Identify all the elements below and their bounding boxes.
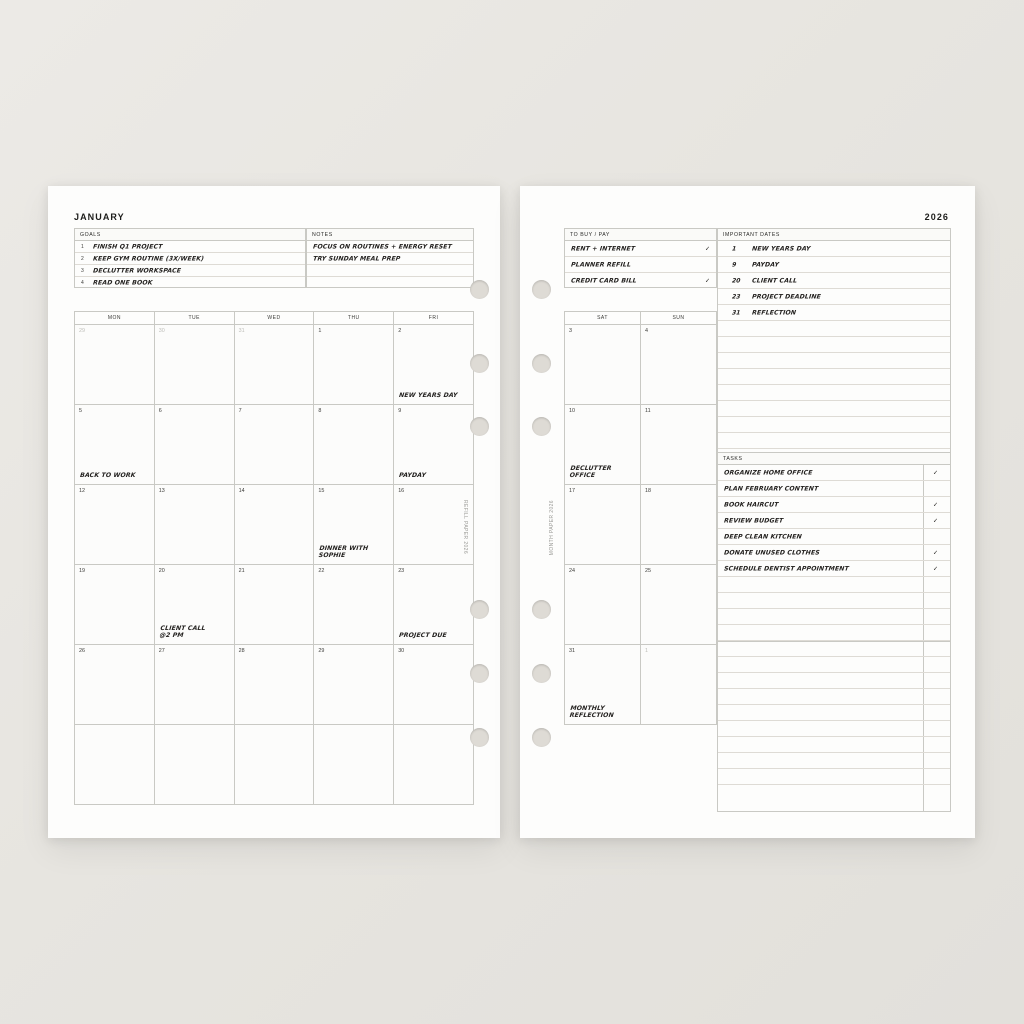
- ring-hole: [532, 728, 551, 747]
- day-number: 10: [569, 408, 575, 414]
- calendar-day-cell[interactable]: [394, 565, 474, 645]
- calendar-day-cell[interactable]: [155, 645, 235, 725]
- day-number: 4: [645, 328, 648, 334]
- day-number: 11: [645, 408, 651, 414]
- note-text: FOCUS ON ROUTINES + ENERGY RESET: [312, 242, 453, 250]
- planner-page-right: [520, 186, 975, 838]
- calendar-day-cell[interactable]: [75, 405, 155, 485]
- calendar-day-cell[interactable]: [565, 565, 641, 645]
- ring-hole: [470, 600, 489, 619]
- goals-box: [74, 228, 306, 288]
- day-number: 28: [238, 648, 245, 654]
- important-date-row[interactable]: [718, 305, 950, 321]
- task-row-blank[interactable]: [718, 673, 950, 689]
- weekend-header: [565, 312, 717, 325]
- calendar-day-cell[interactable]: [235, 485, 315, 565]
- to-buy-pay-box: [564, 228, 717, 288]
- goal-text: DECLUTTER WORKSPACE: [92, 266, 182, 274]
- day-number: 9: [398, 408, 402, 414]
- goal-row[interactable]: [75, 265, 305, 277]
- day-number: 20: [158, 568, 165, 574]
- important-date-row-blank[interactable]: [718, 353, 950, 369]
- task-row-blank[interactable]: [718, 657, 950, 673]
- task-text: ORGANIZE HOME OFFICE: [723, 468, 813, 476]
- goals-header: GOALS: [75, 229, 305, 241]
- important-date-row[interactable]: [718, 257, 950, 273]
- calendar-day-cell[interactable]: [314, 565, 394, 645]
- day-number: 31: [238, 328, 245, 334]
- goal-row[interactable]: [75, 277, 305, 289]
- day-note: PAYDAY: [398, 471, 427, 479]
- task-row[interactable]: [718, 481, 950, 497]
- weekend-week-row: [565, 325, 717, 405]
- important-date-row-blank[interactable]: [718, 321, 950, 337]
- task-text: DEEP CLEAN KITCHEN: [723, 532, 803, 540]
- calendar-day-cell[interactable]: [565, 645, 641, 725]
- note-row[interactable]: [307, 265, 473, 277]
- calendar-week-row: [75, 325, 474, 405]
- calendar-day-cell[interactable]: [394, 645, 474, 725]
- task-row-blank[interactable]: [718, 593, 950, 609]
- left-page-spine-label: REFILL PAPER 2026: [462, 500, 468, 555]
- day-number: 29: [79, 328, 85, 334]
- calendar-day-cell[interactable]: [75, 645, 155, 725]
- weekday-thu: THU: [314, 312, 394, 325]
- page-title-month: JANUARY: [74, 212, 125, 222]
- calendar-day-cell[interactable]: [565, 485, 641, 565]
- task-row-blank[interactable]: [718, 753, 950, 769]
- note-row[interactable]: [307, 253, 473, 265]
- day-number: 12: [79, 488, 85, 494]
- weekend-calendar: [564, 311, 717, 725]
- calendar-day-cell[interactable]: [235, 565, 315, 645]
- day-number: 5: [79, 408, 82, 414]
- month-calendar: [74, 311, 474, 805]
- day-number: 26: [79, 648, 85, 654]
- important-date-day: 9: [731, 261, 737, 268]
- goal-text: FINISH Q1 PROJECT: [92, 242, 163, 250]
- weekend-week-row: [565, 485, 717, 565]
- calendar-day-cell[interactable]: [314, 325, 394, 405]
- note-row[interactable]: [307, 277, 473, 289]
- to-buy-pay-list: [565, 241, 716, 287]
- to-buy-pay-text: PLANNER REFILL: [570, 260, 632, 268]
- ring-holes-left: [470, 186, 490, 838]
- checkmark-icon[interactable]: ✓: [932, 518, 938, 524]
- goal-text: READ ONE BOOK: [92, 279, 153, 287]
- ring-hole: [470, 280, 489, 299]
- important-date-row-blank[interactable]: [718, 433, 950, 449]
- calendar-day-cell[interactable]: [641, 565, 717, 645]
- checkmark-icon[interactable]: ✓: [932, 470, 938, 476]
- right-page-spine-label: MONTH PAPER 2026: [549, 500, 555, 556]
- calendar-day-cell[interactable]: [394, 405, 474, 485]
- goal-number: 2: [81, 255, 84, 262]
- day-number: 27: [158, 648, 165, 654]
- calendar-day-cell[interactable]: [155, 325, 235, 405]
- important-date-row[interactable]: [718, 273, 950, 289]
- to-buy-pay-row[interactable]: [565, 257, 716, 273]
- task-row[interactable]: [718, 561, 950, 577]
- to-buy-pay-row[interactable]: [565, 273, 716, 289]
- weekday-fri: FRI: [394, 312, 474, 325]
- left-page-content: [48, 186, 500, 838]
- to-buy-pay-header: TO BUY / PAY: [565, 229, 716, 241]
- day-number: 15: [318, 488, 325, 494]
- day-number: 1: [318, 328, 322, 334]
- day-number: 22: [318, 568, 325, 574]
- calendar-day-cell[interactable]: [641, 325, 717, 405]
- day-number: 13: [158, 488, 165, 494]
- task-row-blank[interactable]: [718, 577, 950, 593]
- ring-hole: [532, 280, 551, 299]
- task-row-blank[interactable]: [718, 625, 950, 641]
- important-date-row[interactable]: [718, 289, 950, 305]
- tasks-header: TASKS: [718, 453, 950, 465]
- task-text: SCHEDULE DENTIST APPOINTMENT: [723, 564, 850, 572]
- day-number: 16: [398, 488, 405, 494]
- important-date-text: PAYDAY: [751, 260, 780, 268]
- task-text: BOOK HAIRCUT: [723, 500, 779, 508]
- checkmark-icon[interactable]: ✓: [704, 278, 710, 285]
- ring-hole: [470, 354, 489, 373]
- important-date-text: NEW YEARS DAY: [751, 244, 811, 252]
- to-buy-pay-text: RENT + INTERNET: [570, 244, 636, 252]
- calendar-week-row: [75, 405, 474, 485]
- calendar-day-cell[interactable]: [394, 725, 474, 805]
- day-note: DINNER WITH SOPHIE: [318, 544, 369, 559]
- important-date-day: 31: [731, 309, 741, 316]
- important-date-row-blank[interactable]: [718, 385, 950, 401]
- day-number: 17: [569, 488, 575, 494]
- goal-number: 1: [81, 243, 84, 250]
- goal-number: 3: [81, 267, 84, 274]
- notes-box: [306, 228, 474, 288]
- calendar-day-cell[interactable]: [314, 725, 394, 805]
- calendar-day-cell[interactable]: [235, 645, 315, 725]
- important-date-day: 1: [731, 245, 737, 252]
- goals-list: [75, 241, 305, 287]
- important-date-row[interactable]: [718, 241, 950, 257]
- checkmark-icon[interactable]: ✓: [932, 550, 938, 556]
- important-date-row-blank[interactable]: [718, 401, 950, 417]
- day-note: CLIENT CALL @2 PM: [159, 624, 206, 639]
- important-date-text: REFLECTION: [751, 308, 797, 316]
- calendar-day-cell[interactable]: [155, 485, 235, 565]
- tasks-list: [718, 465, 950, 811]
- task-text: REVIEW BUDGET: [723, 516, 784, 524]
- task-text: PLAN FEBRUARY CONTENT: [723, 484, 819, 492]
- day-number: 18: [645, 488, 651, 494]
- page-year: 2026: [924, 212, 949, 222]
- to-buy-pay-text: CREDIT CARD BILL: [570, 277, 637, 285]
- task-row-blank[interactable]: [718, 609, 950, 625]
- weekend-week-row: [565, 645, 717, 725]
- goal-number: 4: [81, 280, 84, 286]
- task-row[interactable]: [718, 465, 950, 481]
- day-note: DECLUTTER OFFICE: [569, 464, 612, 479]
- ring-hole: [532, 600, 551, 619]
- day-number: 7: [238, 408, 242, 414]
- calendar-week-row: [75, 645, 474, 725]
- day-note: MONTHLY REFLECTION: [569, 704, 615, 719]
- day-number: 23: [398, 568, 405, 574]
- task-row[interactable]: [718, 497, 950, 513]
- right-page-content: [520, 186, 975, 838]
- calendar-week-row: [75, 565, 474, 645]
- calendar-weekday-header: [75, 312, 474, 325]
- weekday-tue: TUE: [155, 312, 235, 325]
- important-date-day: 20: [731, 277, 741, 284]
- ring-hole: [532, 664, 551, 683]
- ring-hole: [470, 417, 489, 436]
- important-date-row-blank[interactable]: [718, 369, 950, 385]
- checkmark-icon[interactable]: ✓: [704, 246, 710, 252]
- important-date-text: PROJECT DEADLINE: [751, 292, 822, 300]
- important-date-day: 23: [731, 293, 741, 300]
- day-number: 30: [398, 648, 405, 654]
- task-row-blank[interactable]: [718, 721, 950, 737]
- important-dates-header: IMPORTANT DATES: [718, 229, 950, 241]
- calendar-week-row: [75, 485, 474, 565]
- calendar-day-cell[interactable]: [314, 645, 394, 725]
- day-number: 30: [158, 328, 165, 334]
- calendar-day-cell[interactable]: [75, 485, 155, 565]
- calendar-day-cell[interactable]: [235, 405, 315, 485]
- tasks-box: [717, 452, 951, 812]
- note-row[interactable]: [307, 241, 473, 253]
- weekday-sat: SAT: [565, 312, 641, 325]
- task-row-blank[interactable]: [718, 785, 950, 801]
- important-date-row-blank[interactable]: [718, 417, 950, 433]
- day-number: 21: [238, 568, 245, 574]
- calendar-week-row: [75, 725, 474, 805]
- day-number: 6: [158, 408, 162, 414]
- notes-header: NOTES: [307, 229, 473, 241]
- task-row-blank[interactable]: [718, 689, 950, 705]
- calendar-day-cell[interactable]: [155, 405, 235, 485]
- ring-hole: [532, 354, 551, 373]
- calendar-day-cell[interactable]: [314, 485, 394, 565]
- checkmark-icon[interactable]: ✓: [932, 502, 938, 508]
- task-row-blank[interactable]: [718, 769, 950, 785]
- day-note: BACK TO WORK: [79, 471, 136, 479]
- goal-row[interactable]: [75, 253, 305, 265]
- weekend-week-row: [565, 565, 717, 645]
- calendar-day-cell[interactable]: [565, 325, 641, 405]
- day-number: 8: [318, 408, 322, 414]
- task-row-blank[interactable]: [718, 737, 950, 753]
- note-text: TRY SUNDAY MEAL PREP: [312, 254, 401, 262]
- ring-hole: [470, 664, 489, 683]
- day-number: 2: [398, 328, 402, 334]
- weekend-week-row: [565, 405, 717, 485]
- goal-text: KEEP GYM ROUTINE (3X/WEEK): [92, 254, 205, 262]
- to-buy-pay-row[interactable]: [565, 241, 716, 257]
- checkmark-icon[interactable]: ✓: [932, 566, 938, 572]
- goal-row[interactable]: [75, 241, 305, 253]
- calendar-day-cell[interactable]: [314, 405, 394, 485]
- task-row[interactable]: [718, 545, 950, 561]
- calendar-day-cell[interactable]: [75, 565, 155, 645]
- task-text: DONATE UNUSED CLOTHES: [723, 548, 821, 556]
- day-number: 24: [569, 568, 575, 574]
- day-note: PROJECT DUE: [398, 631, 448, 639]
- day-note: NEW YEARS DAY: [398, 391, 459, 399]
- day-number: 29: [318, 648, 325, 654]
- planner-page-left: [48, 186, 500, 838]
- important-date-row-blank[interactable]: [718, 337, 950, 353]
- calendar-day-cell[interactable]: [394, 325, 474, 405]
- task-row[interactable]: [718, 529, 950, 545]
- ring-hole: [470, 728, 489, 747]
- notes-lines: [307, 241, 473, 287]
- task-row-blank[interactable]: [718, 641, 950, 657]
- task-row-blank[interactable]: [718, 705, 950, 721]
- day-number: 19: [79, 568, 85, 574]
- calendar-day-cell[interactable]: [75, 325, 155, 405]
- important-date-text: CLIENT CALL: [751, 276, 798, 284]
- calendar-day-cell[interactable]: [235, 725, 315, 805]
- weekday-sun: SUN: [641, 312, 717, 325]
- day-number: 25: [645, 568, 651, 574]
- calendar-day-cell[interactable]: [641, 405, 717, 485]
- weekday-wed: WED: [235, 312, 315, 325]
- calendar-day-cell[interactable]: [641, 645, 717, 725]
- calendar-day-cell[interactable]: [155, 725, 235, 805]
- calendar-day-cell[interactable]: [235, 325, 315, 405]
- day-number: 31: [569, 648, 575, 654]
- day-number: 14: [238, 488, 245, 494]
- task-row[interactable]: [718, 513, 950, 529]
- calendar-day-cell[interactable]: [155, 565, 235, 645]
- day-number: 3: [569, 328, 572, 334]
- ring-hole: [532, 417, 551, 436]
- calendar-day-cell[interactable]: [565, 405, 641, 485]
- weekday-mon: MON: [75, 312, 155, 325]
- calendar-day-cell[interactable]: [75, 725, 155, 805]
- calendar-day-cell[interactable]: [641, 485, 717, 565]
- day-number: 1: [645, 648, 648, 654]
